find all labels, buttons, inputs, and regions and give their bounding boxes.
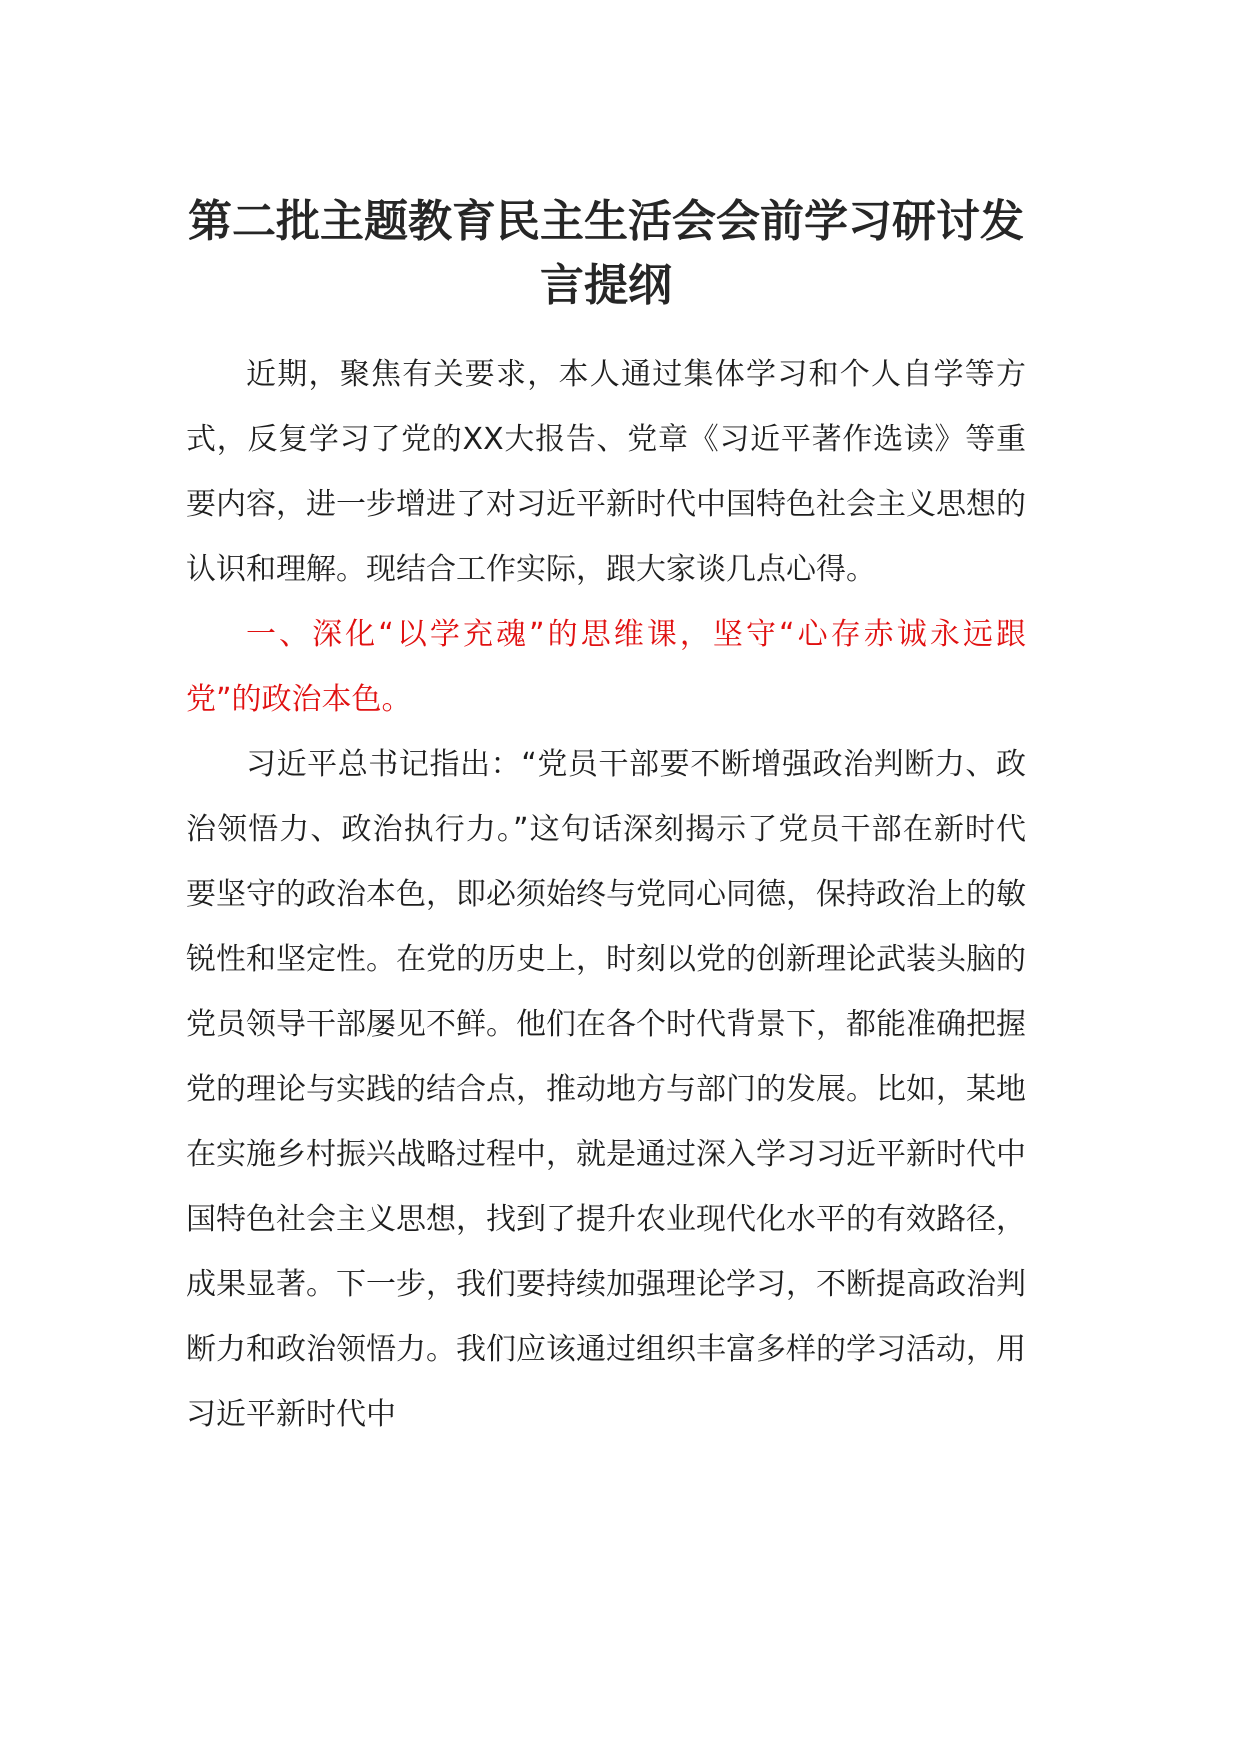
section-heading-1: 一、深化“以学充魂”的思维课，坚守“心存赤诚永远跟党”的政治本色。 [186,617,1026,717]
body-paragraph: 习近平总书记指出：“党员干部要不断增强政治判断力、政治领悟力、政治执行力。”这句话深刻揭示了党员干部在新时代要坚守的政治本色，即必须始终与党同心同德，保持政治上的敏锐性和坚定性。在党的历史上，时刻以党的创新理论武装头脑的党员领导干部屡见不鲜。他们在各个时代背景下，都能准确把握党的理论与实践的结合点，推动地方与部门的发展。比如，某地在实施乡村振兴战略过程中，就是通过深入学习习近平新时代中国特色社会主义思想，找到了提升农业现代化水平的有效路径，成果显著。下一步，我们要持续加强理论学习，不断提高政治判断力和政治领悟力。我们应该通过组织丰富多样的学习活动，用习近平新时代中 [186,747,1026,1432]
document-body [186,190,1026,1447]
document-title: 第二批主题教育民主生活会会前学习研讨发言提纲 [188,196,1024,311]
intro-paragraph: 近期，聚焦有关要求，本人通过集体学习和个人自学等方式，反复学习了党的XX大报告、党章《习近平著作选读》等重要内容，进一步增进了对习近平新时代中国特色社会主义思想的认识和理解。现结合工作实际，跟大家谈几点心得。 [186,357,1026,587]
